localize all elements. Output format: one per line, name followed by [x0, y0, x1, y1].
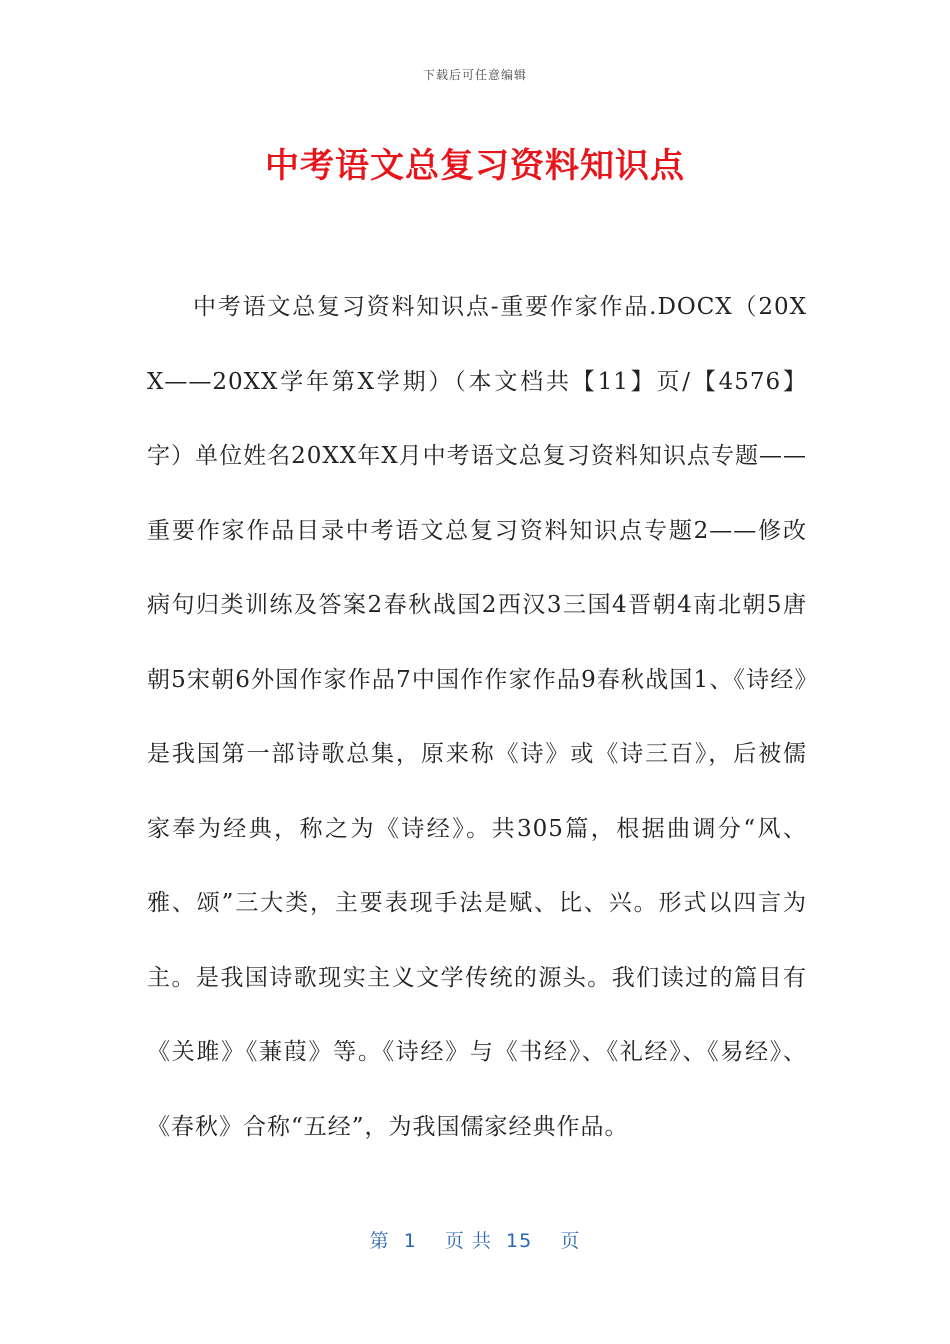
header-note: 下载后可任意编辑: [422, 68, 527, 82]
body-paragraph: 中考语文总复习资料知识点-重要作家作品.DOCX（20XX——20XX学年第X学期）（本文档共【11】页/【4576】字）单位姓名20XX年X月中考语文总复习资料知识点专题——重要作家作品目录中考语文总复习资料知识点专题2——修改病句归类训练及答案2春秋战国2西汉3三国4晋朝4南北朝5唐朝5宋朝6外国作家作品7中国作作家作品9春秋战国1、《诗经》是我国第一部诗歌总集，原来称《诗》或《诗三百》，后被儒家奉为经典，称之为《诗经》。共305篇，根据曲调分“风、雅、颂”三大类，主要表现手法是赋、比、兴。形式以四言为主。是我国诗歌现实主义文学传统的源头。我们读过的篇目有《关雎》《蒹葭》等。《诗经》与《书经》、《礼经》、《易经》、《春秋》合称“五经”，为我国儒家经典作品。: [147, 294, 807, 1140]
document-title: 中考语文总复习资料知识点: [265, 146, 685, 186]
page-footer: 第 1 页 共 15 页: [369, 1230, 581, 1252]
